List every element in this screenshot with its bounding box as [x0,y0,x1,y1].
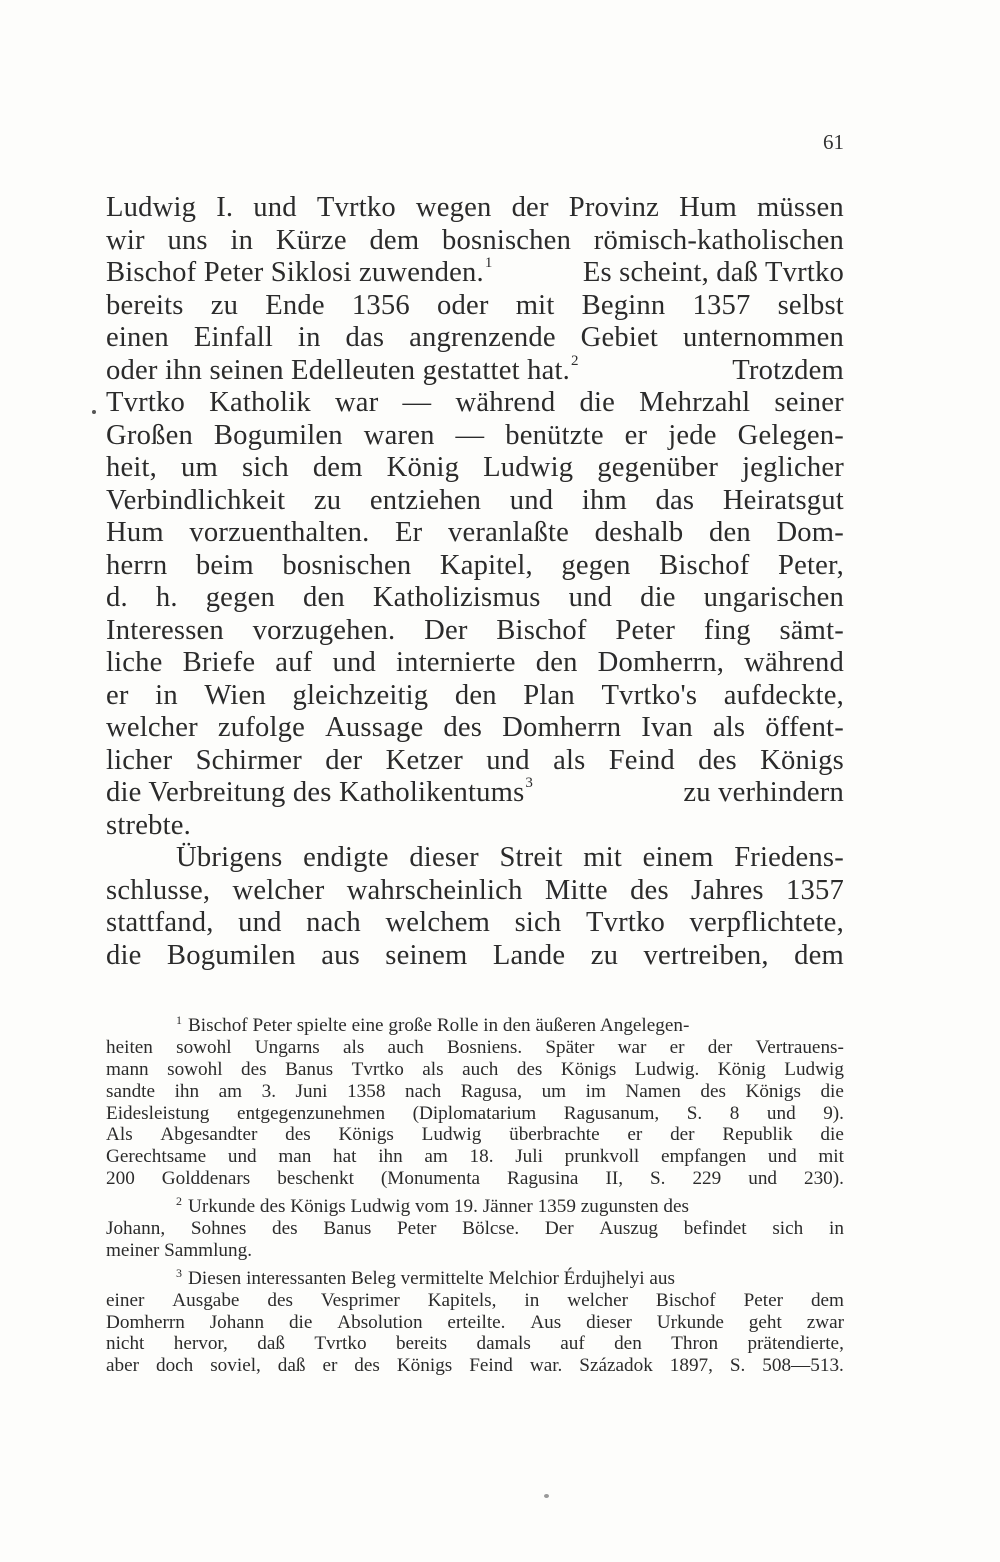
text-line: Bischof Peter Siklosi zuwenden.$^1$ Es scheint, daß Tvrtko [106,255,844,288]
main-text [106,192,844,972]
footnote-ref-3: 3 [525,775,534,791]
text-line: Tvrtko Katholik war — während die Mehrzahl seiner [106,387,844,418]
footnote-line: $^2$ Urkunde des Königs Ludwig vom 19. Jänner 1359 zugunsten des [176,1194,689,1218]
footnote-line: Domherrn Johann die Absolution erteilte. Aus dieser Urkunde geht zwar [106,1311,844,1333]
text-line: d. h. gegen den Katholizismus und die ungarischen [106,582,844,613]
text-line: strebte. [106,809,191,841]
footnote-line: 200 Golddenars beschenkt (Monumenta Ragusina II, S. 229 und 230). [106,1168,844,1190]
print-speck [544,1494,549,1498]
footnotes [106,1015,844,1377]
text-line: schlusse, welcher wahrscheinlich Mitte des Jahres 1357 [106,874,844,906]
text-line: stattfand, und nach welchem sich Tvrtko verpflichtete, [106,907,844,938]
footnote-line: meiner Sammlung. [106,1239,253,1261]
text-line: herrn beim bosnischen Kapitel, gegen Bischof Peter, [106,549,844,581]
text-line: liche Briefe auf und internierte den Domherrn, während [106,647,844,678]
text-line: Hum vorzuenthalten. Er veranlaßte deshalb den Dom- [106,517,844,548]
footnote-ref-2: 2 [570,352,579,369]
footnote-line: sandte ihn am 3. Juni 1358 nach Ragusa, um im Namen des Königs die [106,1080,844,1102]
footnote-line: $^1$ Bischof Peter spielte eine große Rolle in den äußeren Angelegen- [176,1013,690,1036]
footnote-line: Eidesleistung entgegenzunehmen (Diplomatarium Ragusanum, S. 8 und 9). [106,1102,844,1124]
footnote-line: nicht hervor, daß Tvrtko bereits damals auf den Thron prätendierte, [106,1333,844,1355]
text-line: welcher zufolge Aussage des Domherrn Ivan als öffent- [106,712,844,743]
footnote-1 [106,1015,844,1190]
footnote-line: heiten sowohl Ungarns als auch Bosniens. Später war er der Vertrauens- [106,1036,844,1058]
footnote-line: aber doch soviel, daß er des Königs Feind war. Századok 1897, S. 508—513. [106,1355,844,1377]
print-speck [92,410,96,414]
text-line: wir uns in Kürze dem bosnischen römisch-katholischen [106,224,844,256]
footnote-line: Johann, Sohnes des Banus Peter Bölcse. Der Auszug befindet sich in [106,1218,844,1240]
text-line: die Bogumilen aus seinem Lande zu vertreiben, dem [106,939,844,971]
footnote-2 [106,1196,844,1262]
text-line: die Verbreitung des Katholikentums$^3$ zu verhindern [106,775,844,808]
text-line: einen Einfall in das angrenzende Gebiet unternommen [106,322,844,353]
footnote-3 [106,1265,844,1377]
footnote-line: Gerechtsame und man hat ihn am 18. Juli prunkvoll empfangen und mit [106,1146,844,1168]
text-line: heit, um sich dem König Ludwig gegenüber jeglicher [106,452,844,483]
text-line: Ludwig I. und Tvrtko wegen der Provinz Hum müssen [106,192,844,223]
footnote-line: mann sowohl des Banus Tvrtko als auch des Königs Ludwig. König Ludwig [106,1058,844,1080]
footnote-ref-1: 1 [484,255,493,271]
footnote-marker-3: 3 [176,1265,182,1280]
text-line: Verbindlichkeit zu entziehen und ihm das Heiratsgut [106,484,844,516]
text-line: licher Schirmer der Ketzer und als Feind des Königs [106,744,844,776]
page-number: 61 [823,130,844,154]
text-line: Interessen vorzugehen. Der Bischof Peter fing sämt- [106,614,844,646]
footnote-line: $^3$ Diesen interessanten Beleg vermittelte Melchior Érdujhelyi aus [176,1265,675,1289]
footnote-marker-2: 2 [176,1194,182,1209]
footnote-line: einer Ausgabe des Vesprimer Kapitels, in welcher Bischof Peter dem [106,1289,844,1311]
text-line: Übrigens endigte dieser Streit mit einem Friedens- [176,842,844,873]
text-line: bereits zu Ende 1356 oder mit Beginn 1357 selbst [106,289,844,321]
footnote-marker-1: 1 [176,1013,182,1027]
text-line: Großen Bogumilen waren — benützte er jede Gelegen- [106,419,844,451]
text-line: oder ihn seinen Edelleuten gestattet hat.$^2$ Trotzdem [106,352,844,386]
text-line: er in Wien gleichzeitig den Plan Tvrtko's aufdeckte, [106,679,844,711]
footnote-line: Als Abgesandter des Königs Ludwig überbrachte er der Republik die [106,1124,844,1146]
